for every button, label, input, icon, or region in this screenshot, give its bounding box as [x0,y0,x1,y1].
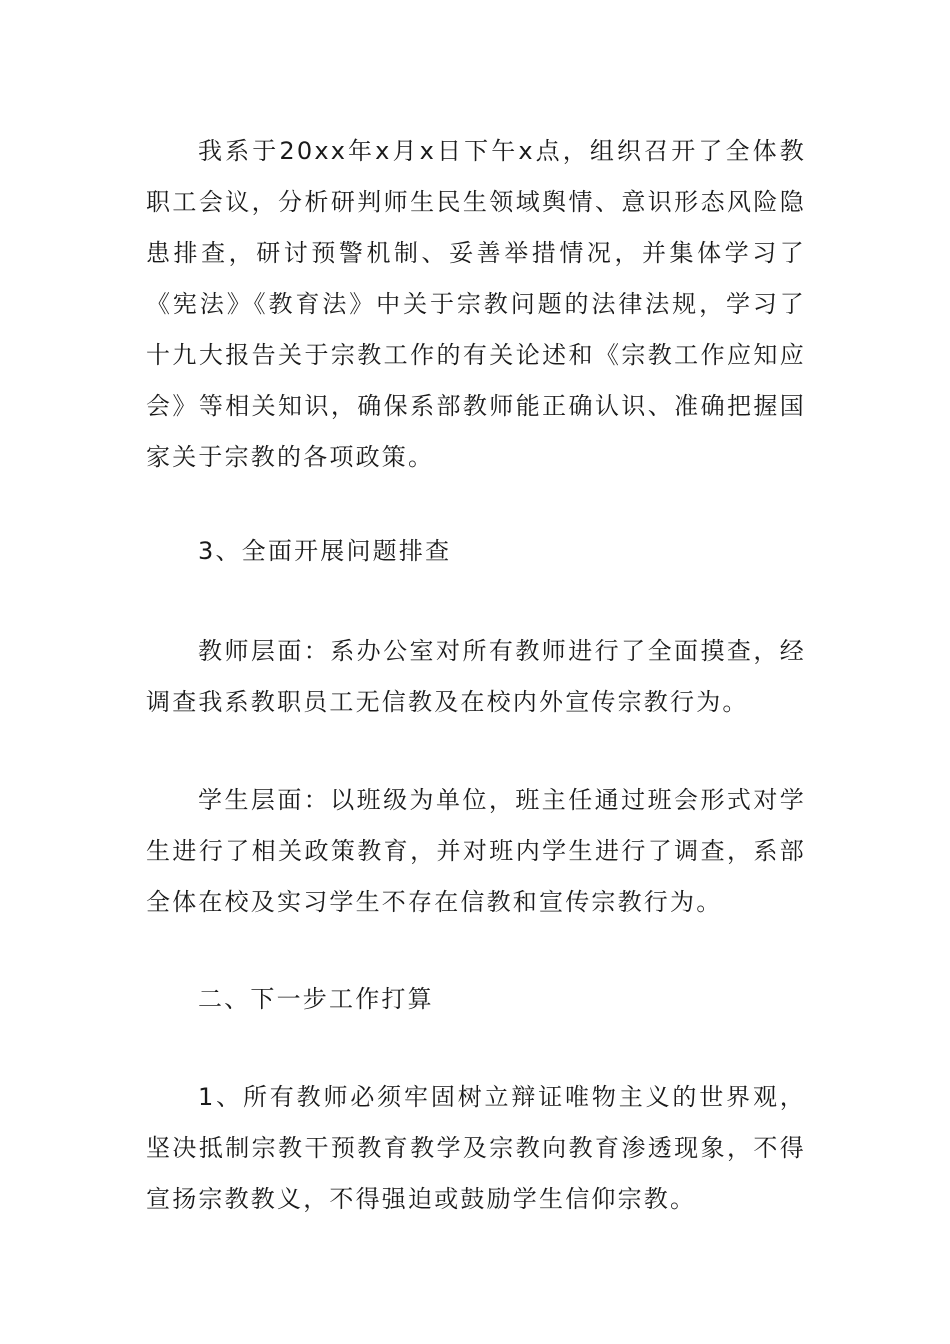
paragraph-meeting-summary: 我系于20xx年x月x日下午x点，组织召开了全体教职工会议，分析研判师生民生领域舆情、意识形态风险隐患排查，研讨预警机制、妥善举措情况，并集体学习了《宪法》《教育法》中关于宗教问题的法律法规，学习了十九大报告关于宗教工作的有关论述和《宗教工作应知应会》等相关知识，确保系部教师能正确认识、准确把握国家关于宗教的各项政策。 [146,137,806,471]
section-heading-next-steps: 二、下一步工作打算 [198,985,434,1013]
paragraph-teacher-level: 教师层面：系办公室对所有教师进行了全面摸查，经调查我系教职员工无信教及在校内外宣传宗教行为。 [146,637,806,716]
paragraph-next-step-1: 1、所有教师必须牢固树立辩证唯物主义的世界观，坚决抵制宗教干预教育教学及宗教向教育渗透现象，不得宣扬宗教教义，不得强迫或鼓励学生信仰宗教。 [146,1083,806,1213]
paragraph-student-level: 学生层面：以班级为单位，班主任通过班会形式对学生进行了相关政策教育，并对班内学生进行了调查，系部全体在校及实习学生不存在信教和宣传宗教行为。 [146,786,806,916]
section-heading-investigation: 3、全面开展问题排查 [198,537,452,565]
